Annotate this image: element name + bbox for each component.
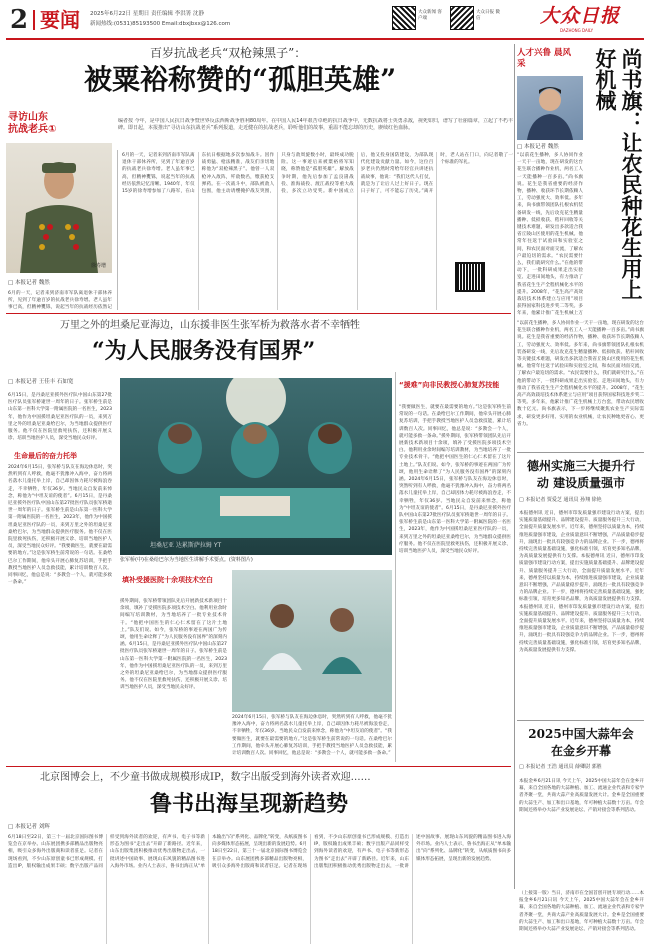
ward-illustration bbox=[232, 570, 392, 712]
story2-body-right: “我要做医生，就要在最需要的地方。”这是张军桥生前常说的一句话。在桑给巴尔工作期间，他牵头开展心肺复苏培训，手把手教授当地医护人员急救技能，累计培训数百人次。同事回忆，他总是说：“多教会一个人，就可能多救一条命。”援外期间，张军桥带领团队先后开展新技术新项目十余项，填补了受援医院多项技术空白。他利用业余时间编写培训教材，为当地培养了一批专业技术骨干。“他把中国医生的仁心仁术留在了这片土地上。”队友们说。如今，张军桥的事迹在两国广为传颂，他用生命诠释了“为人民服务没有国界”的深刻内涵。2024年6月15日，张军桥与队友在海边休息时，突然听到有人呼救，他毫不犹豫冲入海中，奋力将两名落水儿童托举上岸，自己却因体力耗尽被海浪卷走，不幸牺牲，年仅36岁。当地民众自发前来悼念，称他为“中坦友谊的使者”。6月15日，是丹桑尼亚援外医疗队中国山东第27批医疗队员张军桥逝世一周年的日子。张军桥生前是山东第一医科大学第一附属医院的一名医生，2023年，他作为中国援坦桑尼亚医疗队的一员，来到万里之外的坦桑尼亚桑给巴尔，为当地群众提供医疗服务。他不仅在医院里救死扶伤，还积极开展义诊、培训当地医护人员，深受当地民众好评。 bbox=[399, 405, 511, 555]
person-illustration bbox=[517, 76, 583, 140]
dezhou-byline: □ 本报记者 贾爱芝 通讯员 孙翔 徐艳 bbox=[519, 497, 602, 503]
right-feature-body-narrow: “以前花生播种，多人协同作业一天干一亩地，现在研发的这台花生联合播种作业机，两名工人一天能播种一百多亩。”尚书旗说。花生是我省重要的经济作物，播种、收获环节长期依赖人工，劳动强度大、效率低。多年来，尚书旗带领团队扎根农机装备研发一线，先后攻克花生精量播种、低损收获、秸秆回收等关键技术难题，研发出多款适合我省丘陵山区使用的花生机械。他常年往返于试验田和实验室之间，和农民面对面交流，了解农户最迫切的需求。“农民需要什么，我们就研究什么。”在他的带动下，一批科研成果走出实验室、走进田间地头，有力推动了我省花生生产全程机械化水平的提升。2008年，“花生高产高效栽培技术体系建立与应用”项目获得国家科技进步奖二等奖。多年来，他累计推广花生机械上万 bbox=[517, 153, 583, 317]
qr-label-app: 大众新闻 客户端 bbox=[418, 10, 442, 21]
story3-body: 6月18日至22日，第三十一届北京国际图书博览会在京举办。山东展团携多部精品出版物亮相，吸引众多海外出版商和读者驻足。记者在现场看到，不少山东原创童书已形成规模、打造出IP，版权输出成果丰硕；数字出版产品同样受到海外读者的欢迎，有声书、电子书等新形态为图书“走出去”开辟了新路径。近年来，山东出版集团积极推动优秀出版物走出去，一批讲述中国故事、展现山东风貌的精品图书进入海外市场。业内人士表示，鲁书出海正从“单本输出”向“系列化、品牌化”转变，从纸质图书向多媒体形态拓展，呈现出新的发展趋势。6月18日至22日，第三十一届北京国际图书博览会在京举办。山东展团携多部精品出版物亮相，吸引众多海外出版商和读者驻足。记者在现场看到，不少山东原创童书已形成规模、打造出IP，版权输出成果丰硕；数字出版产品同样受到海外读者的欢迎，有声书、电子书等新形态为图书“走出去”开辟了新路径。近年来，山东出版集团积极推动优秀出版物走出去，一批讲述中国故事、展现山东风貌的精品图书进入海外市场。业内人士表示，鲁书出海正从“单本输出”向“系列化、品牌化”转变，从纸质图书向多媒体形态拓展，呈现出新的发展趋势。 bbox=[8, 835, 511, 869]
story1-headline: 被粟裕称赞的“孤胆英雄” bbox=[84, 63, 397, 96]
story2-body-col1b: 2024年6月15日，张军桥与队友在海边休息时，突然听到有人呼救，他毫不犹豫冲入海中，奋力将两名落水儿童托举上岸，自己却因体力耗尽被海浪卷走，不幸牺牲，年仅36岁。当地民众自发前来悼念，称他为“中坦友谊的使者”。6月15日，是丹桑尼亚援外医疗队中国山东第27批医疗队员张军桥逝世一周年的日子。张军桥生前是山东第一医科大学第一附属医院的一名医生，2023年，他作为中国援坦桑尼亚医疗队的一员，来到万里之外的坦桑尼亚桑给巴尔，为当地群众提供医疗服务。他不仅在医院里救死扶伤，还积极开展义诊、培训当地医护人员，深受当地民众好评。“我要做医生，就要在最需要的地方。”这是张军桥生前常说的一句话。在桑给巴尔工作期间，他牵头开展心肺复苏培训，手把手教授当地医护人员急救技能，累计培训数百人次。同事回忆，他总是说：“多教会一个人，就可能多救一条命。” bbox=[8, 465, 112, 586]
story2-byline: □ 本报记者 王佳丰 石如宽 bbox=[8, 379, 74, 385]
story2-subhead1: 生命最后的奋力托举 bbox=[14, 452, 77, 460]
veteran-illustration bbox=[6, 143, 112, 273]
garlic-footer: （上接第一版）当日，济南市在全国首创开展专项行动……本报金乡6月21日讯 今天上午，2025中国大蒜年会在金乡开幕，来自全国各地的大蒜种植、加工、流通企业代表和专家学者齐聚一堂，共商大蒜产业高质量发展大计。金乡是全国重要的大蒜生产、加工和出口基地，年可种植大蒜数十万亩。年会期间还将举办大蒜产业发展论坛、产销对接会等系列活动。 bbox=[519, 891, 644, 933]
story2-body-mid: 援外期间，张军桥带领团队先后开展新技术新项目十余项，填补了受援医院多项技术空白。他利用业余时间编写培训教材，为当地培养了一批专业技术骨干。“他把中国医生的仁心仁术留在了这片土地上。”队友们说。如今，张军桥的事迹在两国广为传颂，他用生命诠释了“为人民服务没有国界”的深刻内涵。6月15日，是丹桑尼亚援外医疗队中国山东第27批医疗队员张军桥逝世一周年的日子。张军桥生前是山东第一医科大学第一附属医院的一名医生，2023年，他作为中国援坦桑尼亚医疗队的一员，来到万里之外的坦桑尼亚桑给巴尔，为当地群众提供医疗服务。他不仅在医院里救死扶伤，还积极开展义诊、培训当地医护人员，深受当地民众好评。 bbox=[120, 599, 227, 691]
story1-qr-code bbox=[455, 262, 485, 292]
story1-byline: □ 本报记者 魏然 bbox=[8, 280, 50, 286]
story2-quote-head: “援难”向非民教授心肺复苏技能 bbox=[399, 381, 500, 389]
story1-lead-text: 编者按 今年，是中国人民抗日战争暨世界反法西斯战争胜利80周年。在中国人民14年艰苦卓绝的抗日战争中，无数抗战将士英勇杀敌，视死如归，谱写了壮丽篇章，立起了不朽丰碑。即日起，本报推出“寻访山东抗战老兵”系列报道，走近健在的抗战老兵，聆听他们的故事，重温不能忘却的历史，赓续红色血脉。 bbox=[118, 118, 513, 132]
surgery-photo-caption: 张军桥(中)在桑给巴尔为当地医生讲解手术要点。(资料图片) bbox=[120, 557, 253, 563]
story1-body-col1: 6月的一天，记者来到济南市军队离退休干部休养所，见到了年逾百岁的抗战老兵徐寿增。老人虽年事已高，但精神矍铄，说起当年的抗战经历依然记 bbox=[8, 291, 112, 310]
right-feature-body-wide: “以前花生播种，多人协同作业一天干一亩地，现在研发的这台花生联合播种作业机，两名工人一天能播种一百多亩。”尚书旗说。花生是我省重要的经济作物，播种、收获环节长期依赖人工，劳动强度大、效率低。多年来，尚书旗带领团队扎根农机装备研发一线，先后攻克花生精量播种、低损收获、秸秆回收等关键技术难题，研发出多款适合我省丘陵山区使用的花生机械。他常年往返于试验田和实验室之间，和农民面对面交流，了解农户最迫切的需求。“农民需要什么，我们就研究什么。”在他的带动下，一批科研成果走出实验室、走进田间地头，有力推动了我省花生生产全程机械化水平的提升。2008年，“花生高产高效栽培技术体系建立与应用”项目获得国家科技进步奖二等奖。多年来，他累计推广花生机械上万台套，带动农民增收数十亿元。尚书旗表示，下一步将继续聚焦农业生产实际需求，研发更多好用、实用的农业机械，让农民种地更省心、更省力。 bbox=[517, 321, 644, 427]
series-badge-line2: 抗战老兵① bbox=[8, 124, 57, 135]
dezhou-headline: 德州实施三大提升行动 建设质量强市 bbox=[526, 459, 635, 490]
dezhou-body: 本报德州讯 近日，德州市印发质量强市建设行动方案，提出实施质量基础提升、品牌建设提升、质量服务提升三大行动，全面提升质量发展水平。近年来，德州坚持以质量为本，持续推进质量强市建设，企业质量意识不断增强，产品质量稳步提升，涌现出一批具有较强竞争力的品牌企业。下一步，德州将持续完善质量基础设施，强化标准引领，培育更多知名品牌，为高质量发展提供有力支撑。本报德州讯 近日，德州市印发质量强市建设行动方案，提出实施质量基础提升、品牌建设提升、质量服务提升三大行动，全面提升质量发展水平。近年来，德州坚持以质量为本，持续推进质量强市建设，企业质量意识不断增强，产品质量稳步提升，涌现出一批具有较强竞争力的品牌企业。下一步，德州将持续完善质量基础设施，强化标准引领，培育更多知名品牌，为高质量发展提供有力支撑。本报德州讯 近日，德州市印发质量强市建设行动方案，提出实施质量基础提升、品牌建设提升、质量服务提升三大行动，全面提升质量发展水平。近年来，德州坚持以质量为本，持续推进质量强市建设，企业质量意识不断增强，产品质量稳步提升，涌现出一批具有较强竞争力的品牌企业。下一步，德州将持续完善质量基础设施，强化标准引领，培育更多知名品牌，为高质量发展提供有力支撑。 bbox=[519, 511, 644, 653]
date-line: 2025年6月22日 星期日 责任编辑 李洪箐 沈静 bbox=[90, 11, 204, 17]
page-number: 2 bbox=[10, 5, 29, 35]
story2-subhead2: 填补受援医院十余项技术空白 bbox=[122, 576, 213, 584]
talent-photo bbox=[517, 76, 583, 140]
story2-body-mid2: 2024年6月15日，张军桥与队友在海边休息时，突然听到有人呼救，他毫不犹豫冲入海中，奋力将两名落水儿童托举上岸，自己却因体力耗尽被海浪卷走，不幸牺牲，年仅36岁。当地民众自发前来悼念，称他为“中坦友谊的使者”。“我要做医生，就要在最需要的地方。”这是张军桥生前常说的一句话。在桑给巴尔工作期间，他牵头开展心肺复苏培训，手把手教授当地医护人员急救技能，累计培训数百人次。同事回忆，他总是说：“多教会一个人，就可能多救一条命。” bbox=[232, 715, 392, 757]
talent-banner-text: 人才兴鲁 晨风采 bbox=[517, 48, 571, 69]
series-badge-line1: 寻访山东 bbox=[8, 112, 48, 123]
series-badge-number: ① bbox=[48, 124, 57, 135]
newspaper-logo: 大众日报 bbox=[540, 5, 621, 27]
story1-body-cols: 6月的一天，记者来到济南市军队离退休干部休养所，见到了年逾百岁的抗战老兵徐寿增。老人虽年事已高，但精神矍铄，说起当年的抗战经历依然记忆清晰。1940年，年仅15岁的徐寿增参加了八路军，在山东抗日根据地多次参加战斗。因作战勇猛、枪法精准，战友们亲切地称他为“双枪辣黑子”。他曾一人双枪冲入敌阵，歼敌数名，缴获枪支弹药。在一次战斗中，部队被敌人包围，他主动请缨掩护战友突围，只身与敌周旋数小时，最终成功脱险。这一事迹后来被粟裕将军知晓，称赞他是“孤胆英雄”。解放战争时期，他先后参加了孟良崮战役、淮海战役、渡江战役等重大战役，多次立功受奖。新中国成立后，他又投身国防建设，为部队现代化建设贡献力量。如今，这位百岁老兵仍然时常给年轻官兵讲述抗战故事，他说：“我们这代人打仗，就是为了让后人过上好日子。现在日子好了，可不能忘了历史。”离开时，老人站在门口，向记者敬了一个标准的军礼。 bbox=[122, 153, 513, 195]
story3-headline: 鲁书出海呈现新趋势 bbox=[150, 791, 349, 817]
story1-lead bbox=[118, 118, 513, 148]
newspaper-logo-sub: DAZHONG DAILY bbox=[560, 28, 594, 33]
qr-code-app bbox=[392, 6, 416, 30]
portrait-caption: 徐寿增 bbox=[90, 263, 106, 269]
garlic-headline: 2025中国大蒜年会 在金乡开幕 bbox=[528, 727, 634, 758]
garlic-byline: □ 本报记者 王浩 通讯员 薛卿尉 郭胜 bbox=[519, 764, 602, 770]
qr-label-wechat: 大众日报 微信 bbox=[476, 10, 500, 21]
right-feature-headline: 尚书旗：让农民种花生用上好机械 bbox=[593, 48, 644, 300]
story2-headline: “为人民服务没有国界” bbox=[92, 338, 316, 364]
garlic-body: 本报金乡6月21日讯 今天上午，2025中国大蒜年会在金乡开幕，来自全国各地的大蒜种植、加工、流通企业代表和专家学者齐聚一堂，共商大蒜产业高质量发展大计。金乡是全国重要的大蒜生产、加工和出口基地，年可种植大蒜数十万亩。年会期间还将举办大蒜产业发展论坛、产销对接会等系列活动。 bbox=[519, 779, 644, 813]
story2-body-col1: 6月15日，是丹桑尼亚援外医疗队中国山东第27批医疗队员张军桥逝世一周年的日子。张军桥生前是山东第一医科大学第一附属医院的一名医生，2023年，他作为中国援坦桑尼亚医疗队的一员，来到万里之外的坦桑尼亚桑给巴尔，为当地群众提供医疗服务。他不仅在医院里救死扶伤，还积极开展义诊、培训当地医护人员，深受当地民众好评。 bbox=[8, 393, 112, 442]
section-title: 要闻 bbox=[40, 8, 80, 32]
veteran-portrait bbox=[6, 143, 112, 273]
qr-code-wechat bbox=[450, 6, 474, 30]
story3-byline: □ 本报记者 刘辉 bbox=[8, 824, 50, 830]
talent-banner bbox=[517, 48, 577, 74]
series-badge bbox=[8, 112, 66, 138]
story2-kicker: 万里之外的坦桑尼亚海边，山东援非医生张军桥为救落水者不幸牺牲 bbox=[60, 320, 360, 331]
surgery-illustration bbox=[120, 378, 392, 555]
story3-kicker: 北京图博会上，不少童书做成规模形成IP，数字出版受到海外读者欢迎…… bbox=[40, 772, 371, 783]
hotline: 新闻热线:(0531)85193500 Email:dbxjbxx@126.com bbox=[90, 21, 231, 27]
right-feature-byline: □ 本报记者 魏然 bbox=[517, 144, 559, 150]
photo-watermark: 坦桑尼亚 达累斯萨拉姆 YT bbox=[150, 542, 222, 549]
story1-kicker: 百岁抗战老兵“双枪辣黑子”： bbox=[150, 46, 307, 60]
surgery-photo bbox=[120, 378, 392, 555]
ward-photo bbox=[232, 570, 392, 712]
